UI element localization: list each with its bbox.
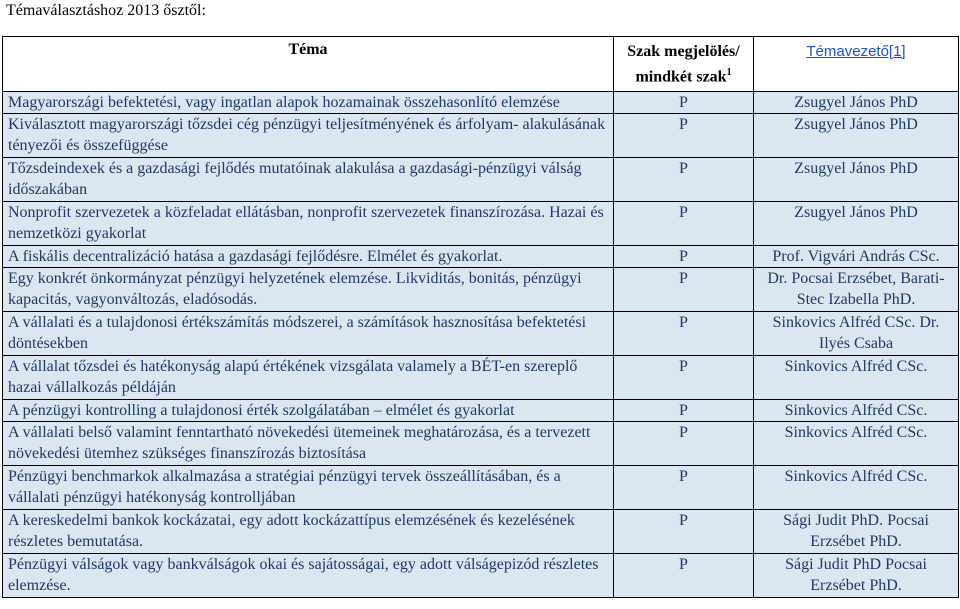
- table-row: [3, 422, 959, 466]
- supervisor-cell: Zsugyel János PhD: [754, 92, 959, 114]
- table-row: [3, 268, 959, 312]
- header-supervisor: [754, 37, 959, 92]
- table-row: [3, 114, 959, 158]
- table-row: [3, 246, 959, 268]
- table-row: [3, 554, 959, 598]
- table-row: [3, 92, 959, 114]
- major-cell: P: [614, 114, 754, 158]
- table-row: [3, 510, 959, 554]
- supervisor-cell: Sinkovics Alfréd CSc.: [754, 466, 959, 510]
- major-cell: P: [614, 158, 754, 202]
- supervisor-cell: Sinkovics Alfréd CSc.: [754, 422, 959, 466]
- header-major: [614, 37, 754, 92]
- topic-cell: Egy konkrét önkormányzat pénzügyi helyzetének elemzése. Likviditás, bonitás, pénzügyi kapacitás, vagyonváltozás, eladósodás.: [3, 268, 614, 312]
- topic-cell: A kereskedelmi bankok kockázatai, egy adott kockázattípus elemzésének és kezelésének részletes bemutatása.: [3, 510, 614, 554]
- topics-table: [2, 36, 959, 598]
- topic-cell: A vállalati és a tulajdonosi értékszámítás módszerei, a számítások hasznosítása befektetési döntésekben: [3, 312, 614, 356]
- supervisor-cell: Zsugyel János PhD: [754, 114, 959, 158]
- table-row: [3, 202, 959, 246]
- table-row: [3, 158, 959, 202]
- supervisor-cell: Sinkovics Alfréd CSc.: [754, 356, 959, 400]
- major-cell: P: [614, 510, 754, 554]
- major-cell: P: [614, 202, 754, 246]
- topic-cell: Pénzügyi válságok vagy bankválságok okai és sajátosságai, egy adott válságepizód részletes elemzése.: [3, 554, 614, 598]
- major-cell: P: [614, 400, 754, 422]
- topic-cell: A fiskális decentralizáció hatása a gazdasági fejlődésre. Elmélet és gyakorlat.: [3, 246, 614, 268]
- topic-cell: A vállalat tőzsdei és hatékonyság alapú értékének vizsgálata valamely a BÉT-en szereplő hazai vállalkozás példáján: [3, 356, 614, 400]
- supervisor-cell: Zsugyel János PhD: [754, 158, 959, 202]
- topic-cell: Kiválasztott magyarországi tőzsdei cég pénzügyi teljesítményének és árfolyam- alakulásának tényezői és összefüggése: [3, 114, 614, 158]
- table-row: [3, 466, 959, 510]
- topic-cell: Nonprofit szervezetek a közfeladat ellátásban, nonprofit szervezetek finanszírozása. Hazai és nemzetközi gyakorlat: [3, 202, 614, 246]
- supervisor-footnote-link[interactable]: Témavezető[1]: [806, 43, 906, 60]
- topic-cell: A vállalati belső valamint fenntartható növekedési ütemeinek meghatározása, és a tervezett növekedési ütemhez szükséges finanszírozás biztosítása: [3, 422, 614, 466]
- header-major-sup: 1: [726, 67, 732, 78]
- table-header-row: [3, 37, 959, 92]
- major-cell: P: [614, 92, 754, 114]
- major-cell: P: [614, 422, 754, 466]
- header-topic: Téma: [3, 37, 614, 92]
- major-cell: P: [614, 312, 754, 356]
- table-row: [3, 356, 959, 400]
- supervisor-cell: Sági Judit PhD Pocsai Erzsébet PhD.: [754, 554, 959, 598]
- major-cell: P: [614, 246, 754, 268]
- topic-cell: Magyarországi befektetési, vagy ingatlan alapok hozamainak összehasonlító elemzése: [3, 92, 614, 114]
- topic-cell: Tőzsdeindexek és a gazdasági fejlődés mutatóinak alakulása a gazdasági-pénzügyi válság időszakában: [3, 158, 614, 202]
- page-title: Témaválasztáshoz 2013 ősztől:: [6, 2, 206, 19]
- header-major-line1: Szak megjelölés/: [627, 43, 740, 60]
- supervisor-cell: Sinkovics Alfréd CSc.: [754, 400, 959, 422]
- supervisor-cell: Sinkovics Alfréd CSc. Dr. Ilyés Csaba: [754, 312, 959, 356]
- header-major-line2: mindkét szak: [635, 68, 727, 86]
- supervisor-cell: Dr. Pocsai Erzsébet, Barati-Stec Izabella PhD.: [754, 268, 959, 312]
- table-row: [3, 312, 959, 356]
- supervisor-cell: Sági Judit PhD. Pocsai Erzsébet PhD.: [754, 510, 959, 554]
- topic-cell: A pénzügyi kontrolling a tulajdonosi érték szolgálatában – elmélet és gyakorlat: [3, 400, 614, 422]
- table-row: [3, 400, 959, 422]
- major-cell: P: [614, 268, 754, 312]
- topic-cell: Pénzügyi benchmarkok alkalmazása a stratégiai pénzügyi tervek összeállításában, és a vállalati pénzügyi hatékonyság kontrolljában: [3, 466, 614, 510]
- major-cell: P: [614, 356, 754, 400]
- major-cell: P: [614, 466, 754, 510]
- supervisor-cell: Prof. Vigvári András CSc.: [754, 246, 959, 268]
- major-cell: P: [614, 554, 754, 598]
- supervisor-cell: Zsugyel János PhD: [754, 202, 959, 246]
